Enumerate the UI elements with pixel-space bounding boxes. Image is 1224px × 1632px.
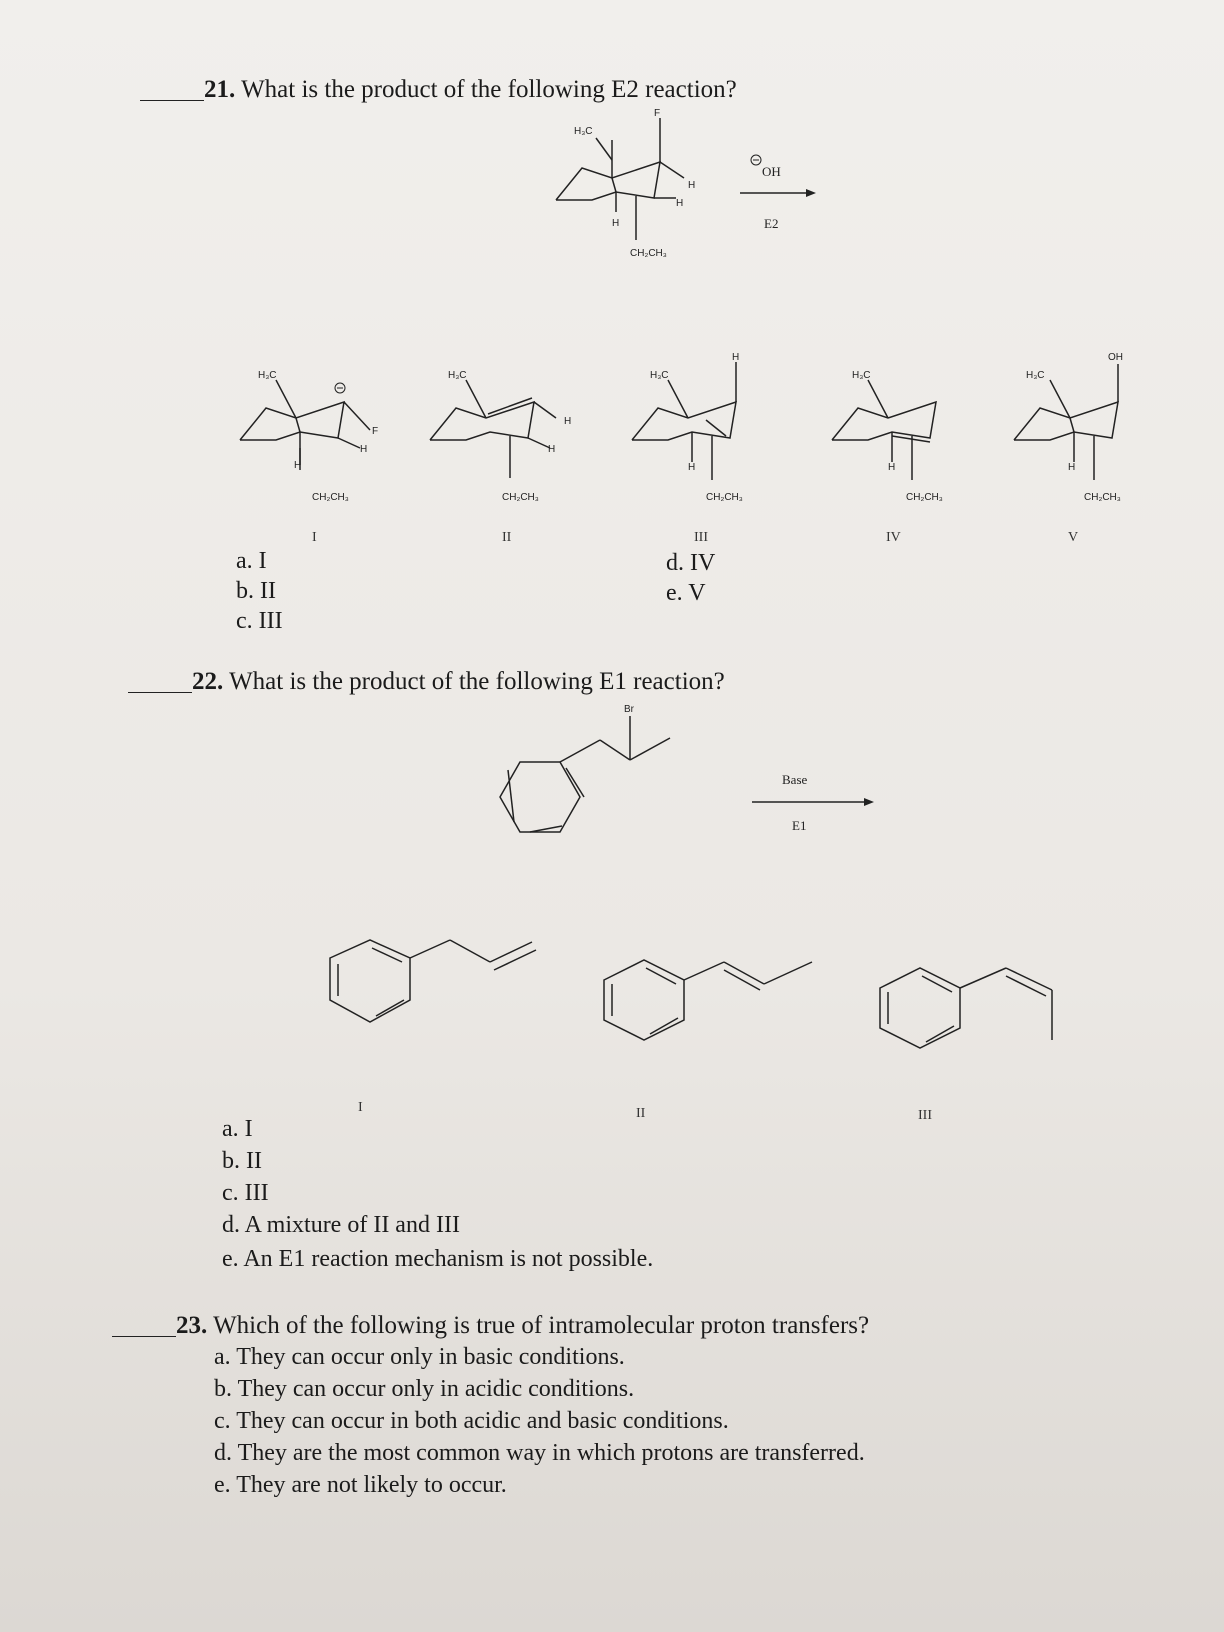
q21-structure-4: [832, 370, 943, 503]
q23-option-b[interactable]: b. They can occur only in acidic conditions.: [214, 1376, 635, 1402]
q21-reagent-label: OH: [762, 164, 781, 179]
q22-product-1: [330, 940, 536, 1022]
q21-h-label-3: H: [612, 218, 620, 229]
s3-h-label: H: [688, 462, 696, 473]
q22-reagent-label: Base: [782, 772, 808, 787]
s5-h3c-label: H₃C: [1026, 370, 1045, 381]
q21-h-label-1: H: [688, 180, 696, 191]
s1-ethyl-label: CH₂CH₃: [312, 492, 349, 503]
s2-h3c-label: H₃C: [448, 370, 467, 381]
s4-h3c-label: H₃C: [852, 370, 871, 381]
q22-option-e[interactable]: e. An E1 reaction mechanism is not possible.: [222, 1246, 654, 1272]
q23-option-e[interactable]: e. They are not likely to occur.: [214, 1472, 507, 1498]
q22-label-1: I: [358, 1100, 363, 1115]
q22-condition-label: E1: [792, 818, 807, 833]
s3-h3c-label: H₃C: [650, 370, 669, 381]
s1-h-label: H: [294, 460, 302, 471]
s4-ethyl-label: CH₂CH₃: [906, 492, 943, 503]
q22-br-label: Br: [624, 704, 634, 715]
q21-option-b[interactable]: b. II: [236, 578, 276, 604]
s1-f-label: F: [372, 426, 379, 437]
q22-option-a[interactable]: a. I: [222, 1116, 253, 1142]
q21-structure-2: [430, 370, 571, 503]
q23-option-a[interactable]: a. They can occur only in basic conditions.: [214, 1344, 625, 1370]
q22-reactant: [500, 704, 670, 832]
q21-label-1: I: [312, 530, 317, 545]
q21-label-2: II: [502, 530, 512, 545]
question-22: [192, 668, 725, 696]
q21-h3c-label: H₃C: [574, 126, 593, 137]
answer-blank-23[interactable]: [112, 1336, 176, 1337]
q21-option-a[interactable]: a. I: [236, 548, 267, 574]
question-text-21: What is the product of the following E2 reaction?: [241, 76, 737, 103]
q22-product-3: [880, 968, 1052, 1048]
q21-h-label-2: H: [676, 198, 684, 209]
question-number-23: 23.: [176, 1312, 208, 1339]
question-23: [176, 1312, 869, 1340]
q22-option-b[interactable]: b. II: [222, 1148, 262, 1174]
q23-option-d[interactable]: d. They are the most common way in which protons are transferred.: [214, 1440, 865, 1466]
q21-ethyl-label: CH₂CH₃: [630, 248, 667, 259]
q21-structure-5: [1014, 352, 1123, 503]
q21-label-3: III: [694, 530, 708, 545]
question-text-23: Which of the following is true of intramolecular proton transfers?: [213, 1312, 870, 1339]
q22-label-3: III: [918, 1108, 932, 1123]
q23-option-c[interactable]: c. They can occur in both acidic and basic conditions.: [214, 1408, 729, 1434]
q21-structure-3: [632, 352, 743, 503]
q21-option-e[interactable]: e. V: [666, 580, 706, 606]
q21-option-c[interactable]: c. III: [236, 608, 283, 634]
q21-label-4: IV: [886, 530, 901, 545]
q21-structure-1: [240, 370, 378, 503]
s2-ethyl-label: CH₂CH₃: [502, 492, 539, 503]
question-number-21: 21.: [204, 76, 236, 103]
q21-reaction-arrow: [740, 155, 816, 231]
q21-reactant-chair: [556, 108, 695, 259]
q21-condition-label: E2: [764, 216, 779, 231]
s2-h-label: H: [564, 416, 572, 427]
answer-blank-22[interactable]: [128, 692, 192, 693]
q22-option-d[interactable]: d. A mixture of II and III: [222, 1212, 460, 1238]
s5-ethyl-label: CH₂CH₃: [1084, 492, 1121, 503]
q21-label-5: V: [1068, 530, 1079, 545]
s1-h2-label: H: [360, 444, 368, 455]
q22-reaction-arrow: [752, 772, 874, 833]
question-number-22: 22.: [192, 668, 224, 695]
q22-option-c[interactable]: c. III: [222, 1180, 269, 1206]
q21-f-label: F: [654, 108, 661, 119]
question-text-22: What is the product of the following E1 reaction?: [229, 668, 725, 695]
s3-ethyl-label: CH₂CH₃: [706, 492, 743, 503]
s5-h-label: H: [1068, 462, 1076, 473]
s2-h2-label: H: [548, 444, 556, 455]
s5-oh-label: OH: [1108, 352, 1123, 363]
q21-option-d[interactable]: d. IV: [666, 550, 716, 576]
s1-h3c-label: H₃C: [258, 370, 277, 381]
s3-htop-label: H: [732, 352, 740, 363]
q22-label-2: II: [636, 1106, 646, 1121]
q22-product-2: [604, 960, 812, 1040]
s4-h-label: H: [888, 462, 896, 473]
